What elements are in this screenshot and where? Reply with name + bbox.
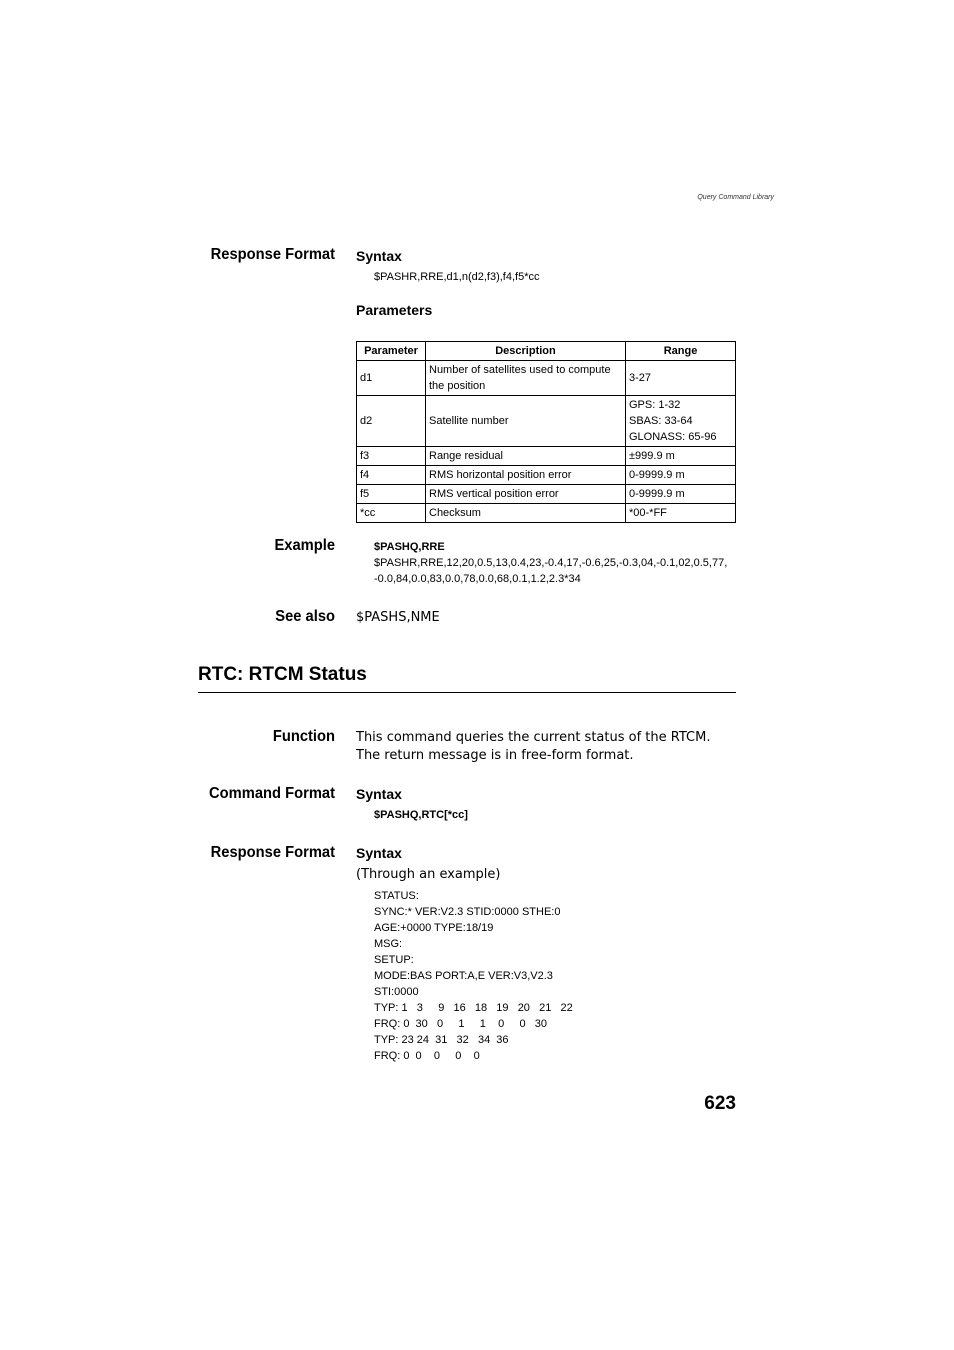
- example-response-line: -0.0,84,0.0,83,0.0,78,0.0,68,0.1,1.2,2.3*34: [374, 573, 581, 585]
- function-text: This command queries the current status of the RTCM. The return message is in free-form format.: [356, 730, 711, 763]
- table-cell: d1: [357, 361, 426, 396]
- table-cell: Range residual: [426, 447, 626, 466]
- table-cell: Checksum: [426, 504, 626, 523]
- table-cell: f5: [357, 485, 426, 504]
- command-format-label: Command Format: [209, 785, 335, 802]
- table-row: [357, 466, 736, 485]
- table-row: [357, 485, 736, 504]
- table-cell: 3-27: [626, 361, 736, 396]
- table-cell: Number of satellites used to compute the position: [426, 361, 626, 396]
- table-row: [357, 504, 736, 523]
- table-row: [357, 361, 736, 396]
- column-header: Range: [626, 342, 736, 361]
- column-header: Description: [426, 342, 626, 361]
- parameters-table: [356, 341, 736, 523]
- see-also-label: See also: [275, 608, 335, 625]
- table-cell: 0-9999.9 m: [626, 466, 736, 485]
- syntax-text: $PASHR,RRE,d1,n(d2,f3),f4,f5*cc: [374, 271, 540, 283]
- table-cell: *00-*FF: [626, 504, 736, 523]
- column-header: Parameter: [357, 342, 426, 361]
- response-format-label: Response Format: [210, 246, 335, 263]
- table-row: [357, 396, 736, 447]
- parameters-heading: Parameters: [356, 302, 433, 318]
- table-cell: Satellite number: [426, 396, 626, 447]
- syntax-heading: Syntax: [356, 248, 402, 264]
- table-cell: GPS: 1-32 SBAS: 33-64 GLONASS: 65-96: [626, 396, 736, 447]
- command-syntax-heading: Syntax: [356, 786, 402, 802]
- running-header: Query Command Library: [697, 194, 774, 201]
- example-command: $PASHQ,RRE: [374, 541, 445, 553]
- response-format-label: Response Format: [210, 844, 335, 861]
- table-cell: f3: [357, 447, 426, 466]
- example-label: Example: [274, 537, 335, 554]
- response-example: STATUS: SYNC:* VER:V2.3 STID:0000 STHE:0 AGE:+0000 TYPE:18/19 MSG: SETUP: MODE:BAS PORT:A,E VER:V3,V2.3 STI:0000 TYP: 1 3 9 16 18 19 20 21 22 FRQ: 0 30 0 1 1 0 0 30 TYP: 23 24 31 32 34 36 FRQ: 0 0 0 0 0: [374, 890, 573, 1062]
- section-title: RTC: RTCM Status: [198, 664, 367, 685]
- function-label: Function: [272, 728, 335, 745]
- see-also-link[interactable]: $PASHS,NME: [356, 610, 440, 625]
- table-cell: *cc: [357, 504, 426, 523]
- page-number: 623: [704, 1093, 736, 1114]
- table-header-row: [357, 342, 736, 361]
- table-cell: 0-9999.9 m: [626, 485, 736, 504]
- section-divider: [198, 692, 736, 693]
- table-cell: f4: [357, 466, 426, 485]
- table-cell: d2: [357, 396, 426, 447]
- table-cell: RMS vertical position error: [426, 485, 626, 504]
- example-response-line: $PASHR,RRE,12,20,0.5,13,0.4,23,-0.4,17,-0.6,25,-0.3,04,-0.1,02,0.5,77,: [374, 557, 728, 569]
- command-syntax-text: $PASHQ,RTC[*cc]: [374, 809, 468, 821]
- response-note: (Through an example): [356, 867, 501, 882]
- table-cell: RMS horizontal position error: [426, 466, 626, 485]
- response-syntax-heading: Syntax: [356, 845, 402, 861]
- table-cell: ±999.9 m: [626, 447, 736, 466]
- table-row: [357, 447, 736, 466]
